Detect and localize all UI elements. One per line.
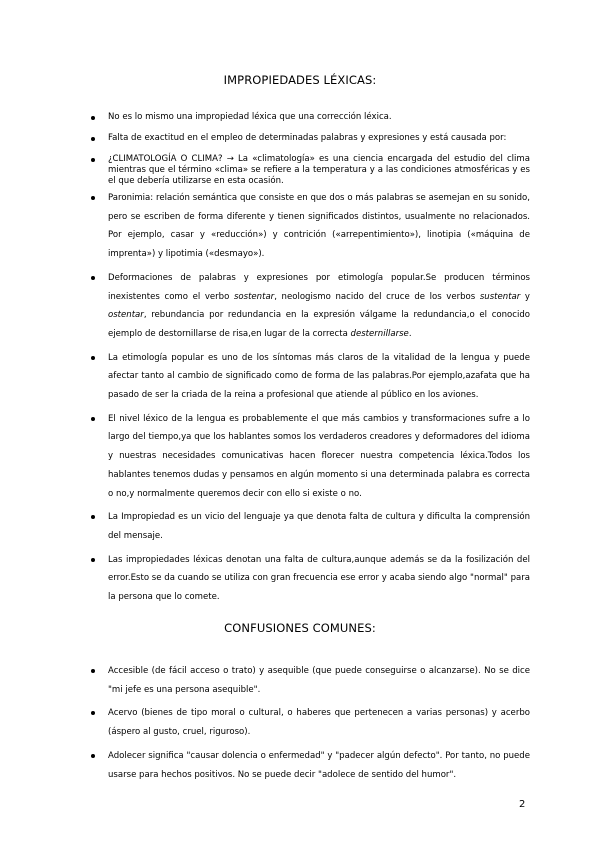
list-item: Las impropiedades léxicas denotan una falta de cultura,aunque además se da la fosilización del error.Esto se da cuando se utiliza con gran frecuencia ese error y acaba siendo algo "normal" para la persona que lo comete. xyxy=(91,551,530,607)
list-item: Acervo (bienes de tipo moral o cultural, o haberes que pertenecen a varias personas) y acerbo (áspero al gusto, cruel, riguroso). xyxy=(91,704,530,741)
list-item: Adolecer significa "causar dolencia o enfermedad" y "padecer algún defecto". Por tanto, no puede usarse para hechos positivos. No se puede decir "adolece de sentido del humor". xyxy=(91,747,530,784)
list-item-text: , rebundancia por redundancia en la expresión válgame la redundancia,o el conocido ejemplo de destornillarse de risa,en lugar de la correcta xyxy=(108,310,530,339)
list-item-text: , neologismo nacido del cruce de los verbos xyxy=(274,291,480,302)
term-desternillarse: desternillarse xyxy=(350,328,409,339)
list-item-text: . xyxy=(408,328,412,339)
section-title-impropiedades: IMPROPIEDADES LÉXICAS: xyxy=(223,73,377,87)
list-item: Paronimia: relación semántica que consiste en que dos o más palabras se asemejan en su sonido, pero se escriben de forma diferente y tienen significados distintos, usualmente no relacionados. Por ejemplo, casar y «reducción») y contrición («arrepentimiento»), linotipia («máquina de imprenta») y lipotimia («desmayo»). xyxy=(91,189,530,264)
list-item: Accesible (de fácil acceso o trato) y asequible (que puede conseguirse o alcanzarse). No se dice "mi jefe es una persona asequible". xyxy=(91,662,530,699)
term-sustentar: sustentar xyxy=(479,291,521,302)
list-item: Falta de exactitud en el empleo de determinadas palabras y expresiones y está causada por: xyxy=(91,133,530,144)
list-item xyxy=(91,269,530,344)
term-ostentar: ostentar xyxy=(108,310,144,321)
list-item-text: y xyxy=(520,291,530,302)
list-item: La Impropiedad es un vicio del lenguaje ya que denota falta de cultura y dificulta la comprensión del mensaje. xyxy=(91,508,530,545)
list-item-text: Deformaciones de palabras y expresiones por etimología popular.Se producen términos inexistentes como el verbo xyxy=(108,272,530,302)
section-title-confusiones: CONFUSIONES COMUNES: xyxy=(224,621,376,635)
list-item: El nivel léxico de la lengua es probablemente el que más cambios y transformaciones sufre a lo largo del tiempo,ya que los hablantes somos los verdaderos creadores y deformadores del idioma y nuestras necesidades comunicativas hacen florecer nuestra competencia léxica.Todos los hablantes tenemos dudas y pensamos en algún momento si una determinada palabra es correcta o no,y normalmente queremos decir con ello si existe o no. xyxy=(91,410,530,504)
list-item: ¿CLIMATOLOGÍA O CLIMA? → La «climatología» es una ciencia encargada del estudio del clima mientras que el término «clima» se refiere a la temperatura y a las condiciones atmosféricas y es el que debería utilizarse en esta ocasión. xyxy=(91,154,530,187)
list-item: No es lo mismo una impropiedad léxica que una corrección léxica. xyxy=(91,112,530,123)
list-item: La etimología popular es uno de los síntomas más claros de la vitalidad de la lengua y puede afectar tanto al cambio de significado como de forma de las palabras.Por ejemplo,azafata que ha pasado de ser la criada de la reina a profesional que atiende al público en los aviones. xyxy=(91,349,530,405)
confusiones-list xyxy=(91,662,530,784)
page-number: 2 xyxy=(519,799,526,810)
term-sostentar: sostentar xyxy=(233,291,275,302)
impropiedades-list xyxy=(91,112,530,607)
